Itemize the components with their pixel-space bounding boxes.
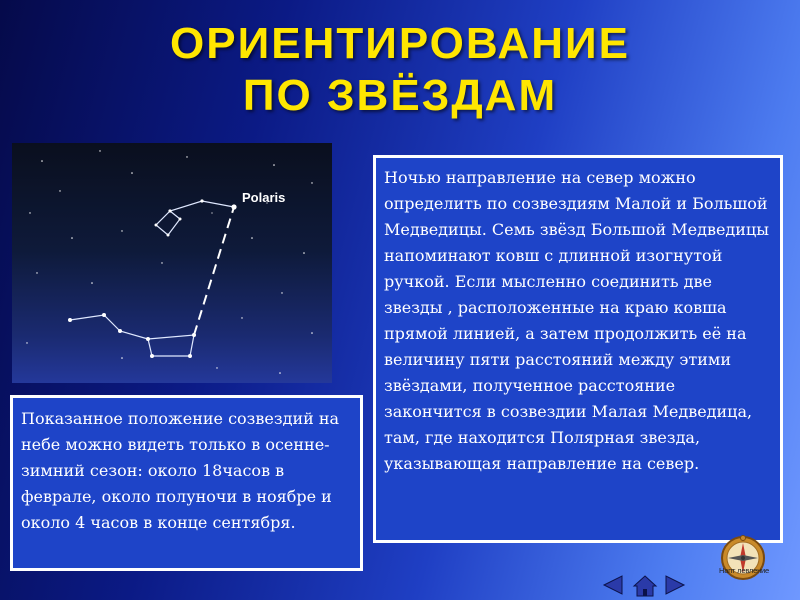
home-icon[interactable] [632,574,658,598]
little-dipper-lines [156,201,234,235]
pointer-line [194,207,234,335]
big-dipper-lines [70,315,194,356]
title-line-2: ПО ЗВЁЗДАМ [242,71,558,120]
constellation-image [12,143,332,383]
slide-title [0,18,800,122]
constellation-diagram [12,143,332,383]
north-direction-text: Ночью направление на север можно определить по созвездиям Малой и Большой Медведицы. Семь звёзд Большой Медведицы напоминают ковш с длинной изогнутой ручкой. Если мысленно соединить две звезды , расположенные на краю ковша прямой линией, а затем продолжить её на величину пяти расстояний между этими звёздами, полученное расстояние закончится в созвездии Малая Медведица, там, где находится Полярная звезда, указывающая направление на север. [384,168,769,473]
arrow-right-icon[interactable] [662,574,688,596]
season-info-box [10,395,363,571]
title-line-1: ОРИЕНТИРОВАНИЕ [170,19,630,68]
season-info-text: Показанное положение созвездий на небе можно видеть только в осенне-зимний сезон: около 18часов в феврале, около полуночи в ноябре и около 4 часов в конце сентября. [21,409,340,532]
compass-label: Напт левление [719,566,769,575]
arrow-left-icon[interactable] [600,574,626,596]
polaris-label: Polaris [242,190,286,205]
constellation-stars [68,199,237,358]
north-direction-box [373,155,783,543]
background-stars [26,150,313,373]
